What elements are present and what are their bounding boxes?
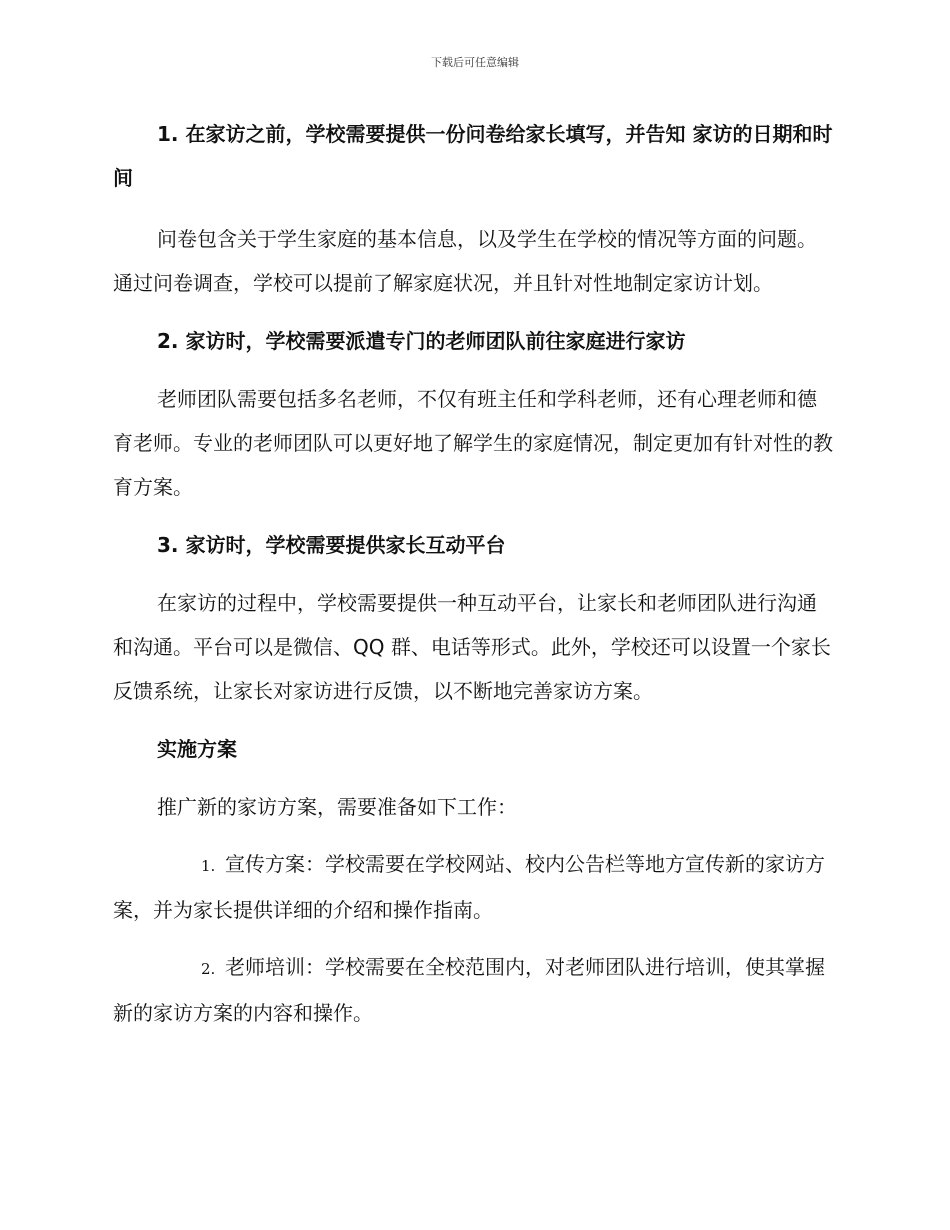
section-heading-3: 3. 家访时，学校需要提供家长互动平台	[157, 533, 506, 557]
paragraph-4: 推广新的家访方案，需要准备如下工作：	[157, 795, 517, 819]
document-body	[113, 112, 835, 1035]
list-item-text: 宣传方案：学校需要在学校网站、校内公告栏等地方宣传新的家访方案，并为家长提供详细的介绍和操作指南。	[113, 852, 825, 922]
page-header: 下载后可任意编辑	[431, 56, 519, 69]
section-heading-implementation: 实施方案	[157, 737, 237, 761]
list-item	[113, 945, 835, 1035]
paragraph-3: 在家访的过程中，学校需要提供一种互动平台，让家长和老师团队进行沟通和沟通。平台可以是微信、QQ 群、电话等形式。此外，学校还可以设置一个家长反馈系统，让家长对家访进行反馈，以不断地完善家访方案。	[113, 591, 831, 703]
paragraph-2: 老师团队需要包括多名老师，不仅有班主任和学科老师，还有心理老师和德育老师。专业的老师团队可以更好地了解学生的家庭情况，制定更加有针对性的教育方案。	[113, 387, 833, 499]
section-heading-1: 1. 在家访之前，学校需要提供一份问卷给家长填写，并告知 家访的日期和时间	[113, 122, 833, 190]
list-item-text: 老师培训：学校需要在全校范围内，对老师团队进行培训，使其掌握新的家访方案的内容和操作。	[113, 955, 825, 1025]
list-item	[113, 842, 835, 932]
paragraph-1: 问卷包含关于学生家庭的基本信息，以及学生在学校的情况等方面的问题。通过问卷调查，学校可以提前了解家庭状况，并且针对性地制定家访计划。	[113, 227, 817, 295]
list-item-number: 1.	[201, 857, 216, 875]
section-heading-2: 2. 家访时，学校需要派遣专门的老师团队前往家庭进行家访	[157, 329, 686, 353]
list-item-number: 2.	[201, 960, 216, 978]
